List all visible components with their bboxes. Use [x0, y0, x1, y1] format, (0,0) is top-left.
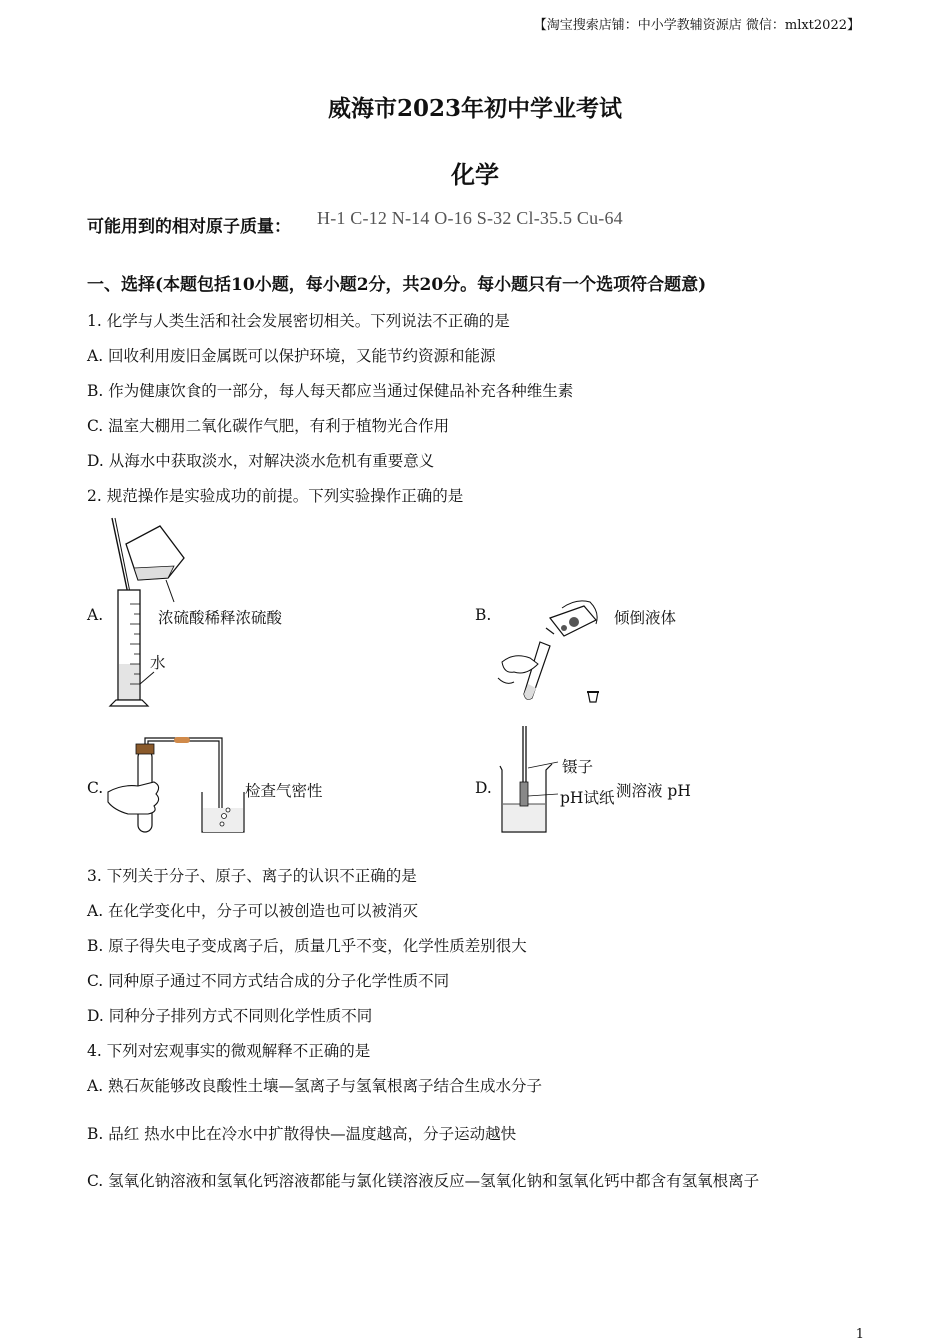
q2-option-b-letter: B.: [475, 606, 492, 624]
q4-stem: 4. 下列对宏观事实的微观解释不正确的是: [87, 1042, 371, 1060]
q2-option-a-caption: 浓硫酸稀释浓硫酸: [158, 609, 283, 627]
section-heading: 一、选择(本题包括10小题，每小题2分，共20分。每小题只有一个选项符合题意): [87, 275, 707, 295]
exam-title: 威海市2023年初中学业考试: [327, 95, 622, 122]
q3-option-d: D. 同种分子排列方式不同则化学性质不同: [87, 1007, 373, 1025]
q1-stem: 1. 化学与人类生活和社会发展密切相关。下列说法不正确的是: [87, 312, 510, 330]
ph-paper-label: pH试纸: [560, 789, 615, 807]
q2-option-d-caption: 测溶液 pH: [616, 782, 691, 800]
subject-title: 化学: [451, 160, 499, 189]
pouring-figure: [492, 598, 612, 708]
q3-option-b: B. 原子得失电子变成离子后，质量几乎不变，化学性质差别很大: [87, 937, 527, 955]
header-note: 【淘宝搜索店铺：中小学教辅资源店 微信：mlxt2022】: [533, 18, 860, 33]
q2-option-d-letter: D.: [475, 779, 492, 797]
airtight-check-figure: [104, 732, 249, 838]
q1-option-d: D. 从海水中获取淡水，对解决淡水危机有重要意义: [87, 452, 435, 470]
q2-option-a-letter: A.: [87, 606, 104, 624]
q4-option-a: A. 熟石灰能够改良酸性土壤—氢离子与氢氧根离子结合生成水分子: [87, 1077, 543, 1095]
q2-option-c-caption: 检查气密性: [245, 782, 323, 800]
q2-stem: 2. 规范操作是实验成功的前提。下列实验操作正确的是: [87, 487, 464, 505]
q3-stem: 3. 下列关于分子、原子、离子的认识不正确的是: [87, 867, 417, 885]
q1-option-b: B. 作为健康饮食的一部分，每人每天都应当通过保健品补充各种维生素: [87, 382, 574, 400]
q1-option-c: C. 温室大棚用二氧化碳作气肥，有利于植物光合作用: [87, 417, 450, 435]
q2-option-b-caption: 倾倒液体: [614, 609, 677, 627]
atomic-mass-values: H-1 C-12 N-14 O-16 S-32 Cl-35.5 Cu-64: [317, 208, 623, 228]
q3-option-c: C. 同种原子通过不同方式结合成的分子化学性质不同: [87, 972, 450, 990]
q4-option-b: B. 品红 热水中比在冷水中扩散得快—温度越高，分子运动越快: [87, 1125, 517, 1143]
water-label: 水: [150, 654, 166, 672]
ph-measure-figure: [496, 722, 560, 838]
q1-option-a: A. 回收利用废旧金属既可以保护环境，又能节约资源和能源: [87, 347, 496, 365]
q3-option-a: A. 在化学变化中，分子可以被创造也可以被消灭: [87, 902, 419, 920]
tweezers-label: 镊子: [562, 758, 594, 776]
page-number: 1: [855, 1327, 864, 1342]
atomic-mass-label: 可能用到的相对原子质量：: [87, 217, 291, 237]
q4-option-c: C. 氢氧化钠溶液和氢氧化钙溶液都能与氯化镁溶液反应—氢氧化钠和氢氧化钙中都含有氢氧根离子: [87, 1172, 760, 1190]
q2-option-c-letter: C.: [87, 779, 104, 797]
